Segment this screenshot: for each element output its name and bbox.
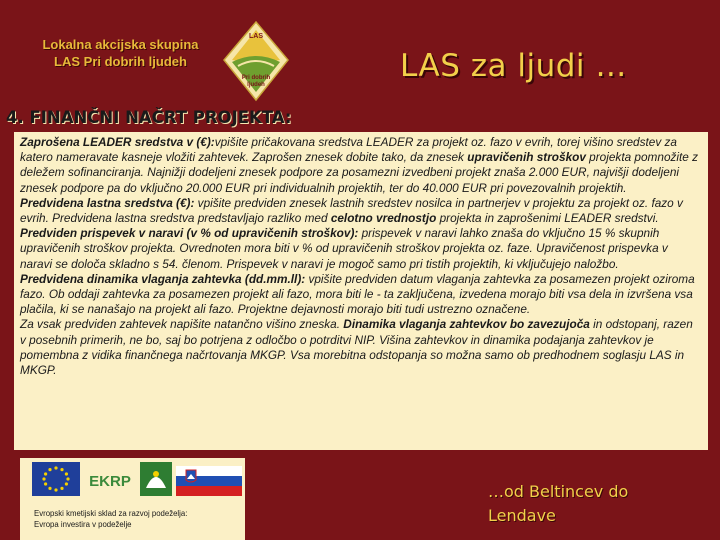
label-in-kind: Predviden prispevek v naravi (v % od upravičenih stroškov): — [20, 226, 359, 241]
leader-logo — [140, 462, 172, 496]
logo-text-las: LAS — [249, 33, 263, 40]
las-logo — [222, 20, 290, 102]
term-binding-dynamics: Dinamika vlaganja zahtevkov bo zavezujoča — [343, 317, 590, 332]
text-leader-funds-b: projekta pomnožite z deležem sofinanciranja. Najnižji dodeljeni znesek podpore za posamezni izvedbeni projekt znaša 2.000 EUR, najvišji dodeljeni znesek podpore pa do vključno 20.000 EUR pri individualnih projektih, ter do 40.000 EUR pri povezovalnih projektih. — [20, 150, 699, 195]
caption-line-2: Evropa investira v podeželje — [34, 520, 132, 529]
label-leader-funds: Zaprošena LEADER sredstva v (€): — [20, 135, 215, 149]
footer-tagline — [488, 480, 718, 528]
text-own-funds-a: vpišite predviden znesek lastnih sredstev nosilca in partnerjev v projektu za projekt oz. fazo v evrih. Predvidena lastna sredstva predstavljajo razliko med — [20, 195, 683, 226]
footer-line-1: …od Beltincev do — [488, 482, 629, 501]
term-eligible-costs: upravičenih stroškov — [467, 150, 586, 165]
label-dynamics: Predvidena dinamika vlaganja zahtevka (dd.mm.ll): — [20, 271, 306, 286]
ekrp-logo — [84, 466, 136, 494]
paragraph-own-funds — [20, 196, 700, 226]
ekrp-logo-text: EKRP — [89, 473, 131, 490]
logo-text-line2: ljudeh — [247, 82, 265, 88]
paragraph-leader-funds — [20, 135, 700, 196]
org-line-1: Lokalna akcijska skupina — [42, 37, 199, 52]
organization-name — [18, 36, 223, 70]
slide-title: LAS za ljudi … — [400, 48, 627, 84]
text-own-funds-b: projekta in zaprošenimi LEADER sredstvi. — [436, 211, 659, 226]
caption-line-1: Evropski kmetijski sklad za razvoj podeželja: — [34, 509, 188, 518]
text-in-kind: prispevek v naravi lahko znaša do vključno 15 % skupnih upravičenih stroškov projekta. Ovrednoten mora biti v % od upravičenih stroškov projekta oz. faze. Upravičenost prispevka v naravi se določa skladno s 54. členom. Prispevek v naravi je mogoč samo pri tistih projektih, ki vključujejo naložbo. — [20, 226, 668, 271]
slovenia-flag-icon — [176, 466, 242, 496]
org-line-2: LAS Pri dobrih ljudeh — [54, 54, 187, 69]
term-total-value: celotno vrednostjo — [330, 211, 437, 226]
eafrd-caption — [34, 508, 239, 530]
text-claims-a: Za vsak predviden zahtevek napišite natančno višino zneska. — [20, 317, 344, 332]
text-dynamics: vpišite predviden datum vlaganja zahtevka za posamezen projekt oziroma fazo. Ob oddaji zahtevka za posamezen projekt ali fazo, mora biti le - ta zaključena, izvedena morajo biti vsa dela in izvršena vsa plačila, ki se nanašajo na projekt ali fazo. Projektne dejavnosti morajo biti tudi ustrezno označene. — [20, 271, 695, 317]
paragraph-in-kind — [20, 226, 700, 272]
label-own-funds: Predvidena lastna sredstva (€): — [20, 195, 195, 210]
section-heading: 4. FINANČNI NAČRT PROJEKTA: — [6, 108, 292, 127]
logo-text-line1: Pri dobrih — [241, 75, 271, 81]
text-leader-funds-a: vpišite pričakovana sredstva LEADER za projekt oz. fazo v evrih, torej višino sredstev za katero nameravate kasneje vložiti zahtevek. Zaprošen znesek dobite tako, da znesek — [20, 135, 677, 165]
content-text — [20, 135, 700, 378]
eu-flag-icon — [32, 462, 80, 496]
paragraph-dynamics — [20, 272, 700, 318]
footer-line-2: Lendave — [488, 506, 556, 525]
text-claims-b: in odstopanj, razen v posebnih primerih, ne bo, saj bo potrjena z odločbo o potrditvi NIP. Višina zahtevkov in dinamika podajanja zahtevkov je pomembna z vidika finančnega načrtovanja MKGP. Vsa morebitna odstopanja so možna samo ob predhodnem soglasju LAS in MKGP. — [20, 317, 693, 378]
paragraph-claims — [20, 317, 700, 378]
